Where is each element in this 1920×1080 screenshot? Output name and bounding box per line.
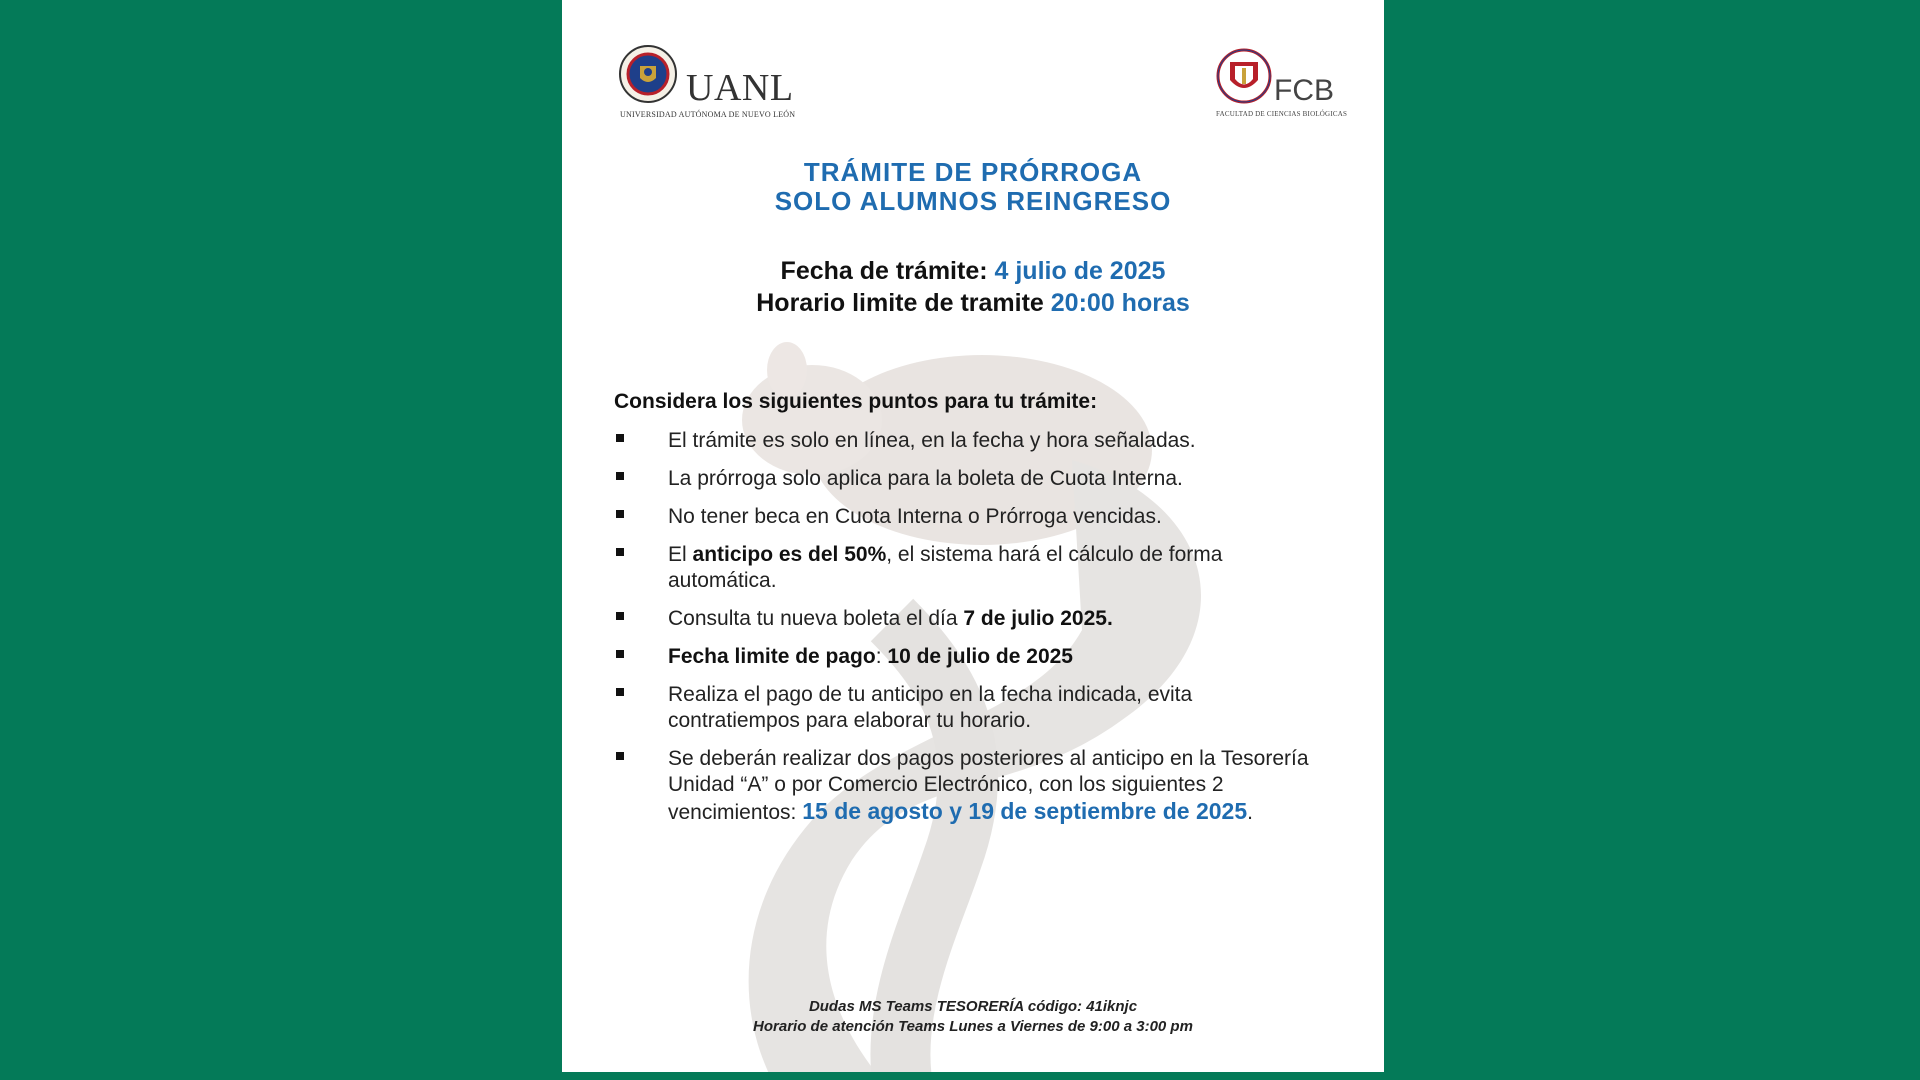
- point-text-post: , el sistema hará el cálculo de forma automática.: [668, 543, 1223, 592]
- point-text: El trámite es solo en línea, en la fecha y hora señaladas.: [668, 429, 1196, 452]
- points-list: [614, 428, 1324, 838]
- point-text-end: .: [1247, 801, 1253, 824]
- list-item: [614, 746, 1324, 826]
- advance-percentage: anticipo es del 50%: [692, 543, 887, 566]
- fcb-subtitle: FACULTAD DE CIENCIAS BIOLÓGICAS: [1216, 110, 1348, 118]
- payment-deadline-sep: :: [875, 645, 888, 668]
- uanl-seal-icon: [618, 44, 678, 104]
- bullet-icon: [616, 472, 624, 480]
- point-text: La prórroga solo aplica para la boleta de Cuota Interna.: [668, 467, 1183, 490]
- point-text-pre: Consulta tu nueva boleta el día: [668, 607, 964, 630]
- bullet-icon: [616, 510, 624, 518]
- flyer-page: [562, 0, 1384, 1072]
- list-item: [614, 644, 1324, 670]
- uanl-subtitle: UNIVERSIDAD AUTÓNOMA DE NUEVO LEÓN: [620, 110, 796, 119]
- bullet-icon: [616, 752, 624, 760]
- due-dates: 15 de agosto y 19 de septiembre de 2025: [802, 798, 1248, 824]
- procedure-time-label: Horario limite de tramite: [756, 289, 1044, 317]
- list-item: [614, 682, 1324, 734]
- title-line-1: TRÁMITE DE PRÓRROGA: [803, 157, 1143, 187]
- footer-hours: Horario de atención Teams Lunes a Viernes de 9:00 a 3:00 pm: [753, 1018, 1193, 1035]
- fcb-logo: [1214, 48, 1354, 124]
- list-item: [614, 428, 1324, 454]
- payment-deadline-value: 10 de julio de 2025: [887, 645, 1073, 668]
- procedure-date-value: 4 julio de 2025: [994, 257, 1166, 285]
- list-item: [614, 606, 1324, 632]
- title-line-2: SOLO ALUMNOS REINGRESO: [774, 186, 1172, 216]
- bullet-icon: [616, 650, 624, 658]
- bullet-icon: [616, 548, 624, 556]
- list-item: [614, 542, 1324, 594]
- bullet-icon: [616, 688, 624, 696]
- payment-deadline-label: Fecha limite de pago: [668, 645, 876, 668]
- procedure-time-value: 20:00 horas: [1050, 289, 1190, 317]
- point-text: Realiza el pago de tu anticipo en la fecha indicada, evita contratiempos para elaborar tu horario.: [668, 683, 1193, 732]
- fcb-seal-icon: [1216, 48, 1272, 104]
- bullet-icon: [616, 612, 624, 620]
- fcb-name: FCB: [1274, 74, 1334, 107]
- procedure-date: [562, 257, 1384, 286]
- procedure-time: [562, 289, 1384, 318]
- footer-contact: Dudas MS Teams TESORERÍA código: 41iknjc: [808, 998, 1138, 1015]
- point-text-pre: El: [668, 543, 693, 566]
- uanl-logo: [618, 44, 808, 124]
- uanl-name: UANL: [686, 67, 794, 109]
- point-text: No tener beca en Cuota Interna o Prórroga vencidas.: [668, 505, 1162, 528]
- bullet-icon: [616, 434, 624, 442]
- list-item: [614, 466, 1324, 492]
- procedure-date-label: Fecha de trámite:: [780, 257, 988, 285]
- list-item: [614, 504, 1324, 530]
- consider-heading: Considera los siguientes puntos para tu trámite:: [614, 390, 1098, 413]
- point-text-pre: Se deberán realizar dos pagos posteriores al anticipo en la Tesorería Unidad “A” o por Comercio Electrónico, con los siguientes 2 vencimientos:: [668, 747, 1309, 824]
- new-invoice-date: 7 de julio 2025.: [963, 607, 1113, 630]
